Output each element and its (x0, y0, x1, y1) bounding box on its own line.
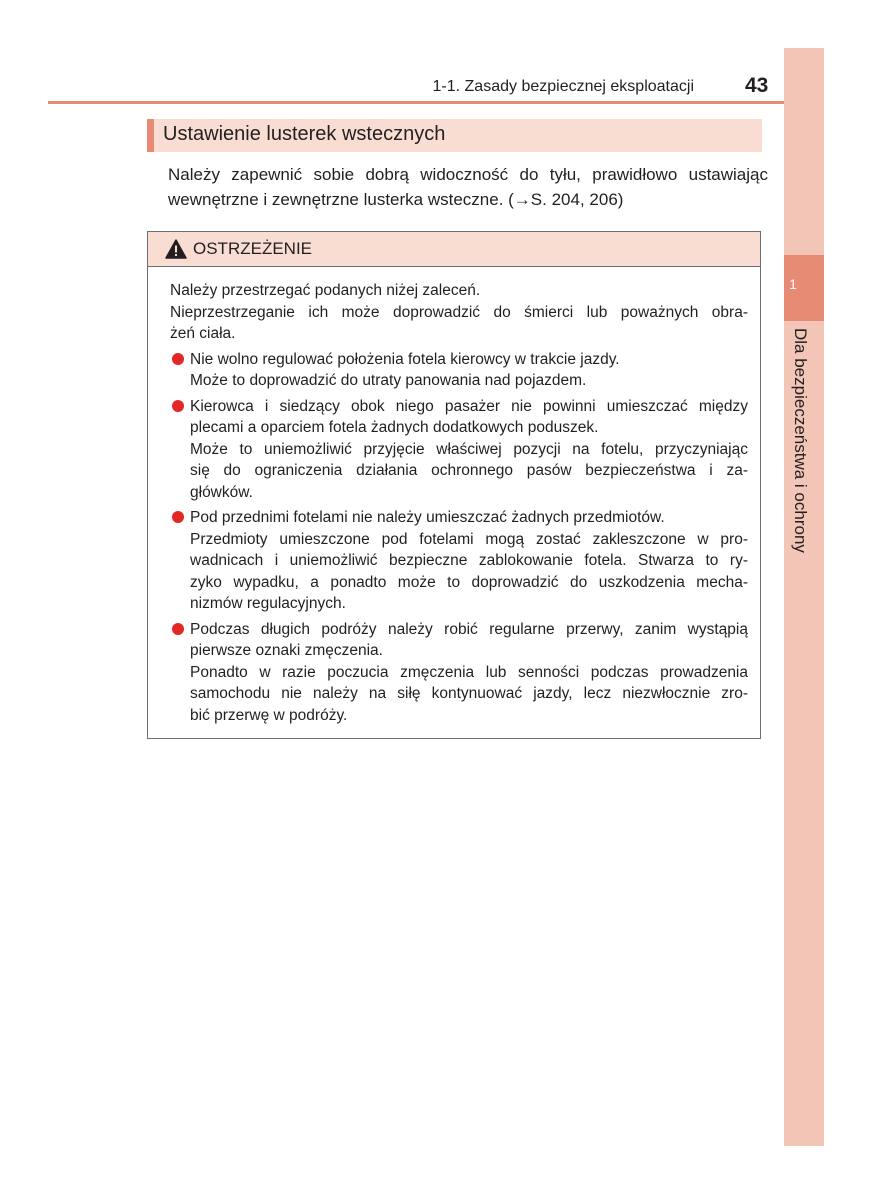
warning-intro-line: Należy przestrzegać podanych niżej zaleceń. (170, 282, 481, 299)
bullet-line: plecami a oparciem fotela żadnych dodatkowych poduszek. (190, 419, 599, 436)
section-heading (147, 119, 762, 152)
bullet-line: nizmów regulacyjnych. (190, 595, 346, 612)
warning-bullet (170, 619, 748, 727)
bullet-line: Może to uniemożliwić przyjęcie właściwej pozycji na fotelu, przyczyniając (190, 440, 748, 458)
bullet-line: główków. (190, 483, 253, 501)
section-heading-bar (147, 119, 154, 152)
warning-body (170, 280, 748, 726)
bullet-line: Pod przednimi fotelami nie należy umieszczać żadnych przedmiotów. (190, 509, 665, 526)
bullet-line: Ponadto w razie poczucia zmęczenia lub senności podczas prowadzenia (190, 663, 748, 681)
section-intro (168, 162, 768, 212)
chapter-number: 1 (789, 276, 797, 292)
warning-triangle-icon (165, 239, 187, 259)
side-tab-strip (784, 48, 824, 1146)
running-header: 1-1. Zasady bezpiecznej eksploatacji (432, 78, 694, 95)
intro-line: wewnętrzne i zewnętrzne lusterka wsteczne. (→S. 204, 206) (168, 190, 624, 209)
bullet-line: Podczas długich podróży należy robić regularne przerwy, zanim wystąpią (190, 620, 748, 638)
warning-bullet (170, 349, 748, 392)
page-number: 43 (745, 74, 769, 97)
bullet-line: bić przerwę w podróży. (190, 706, 348, 724)
warning-header (148, 232, 760, 267)
warning-intro-line: żeń ciała. (170, 325, 236, 342)
intro-line: Należy zapewnić sobie dobrą widoczność do tyłu, prawidłowo ustawiając (168, 165, 768, 184)
warning-bullet (170, 396, 748, 504)
bullet-dot-icon (172, 511, 184, 523)
warning-box (147, 231, 761, 739)
bullet-line: Nie wolno regulować położenia fotela kierowcy w trakcie jazdy. (190, 350, 620, 368)
bullet-dot-icon (172, 353, 184, 365)
bullet-line: Przedmioty umieszczone pod fotelami mogą zostać zakleszczone w pro- (190, 530, 748, 548)
section-title: Ustawienie lusterek wstecznych (163, 123, 446, 145)
warning-title: OSTRZEŻENIE (193, 239, 313, 258)
bullet-line: Kierowca i siedzący obok niego pasażer nie powinni umieszczać między (190, 397, 748, 415)
header-rule (48, 101, 784, 104)
warning-intro-line: Nieprzestrzeganie ich może doprowadzić do śmierci lub poważnych obra- (170, 303, 748, 321)
bullet-dot-icon (172, 623, 184, 635)
warning-intro (170, 280, 748, 345)
bullet-line: samochodu nie należy na siłę kontynuować jazdy, lecz niezwłocznie zro- (190, 685, 748, 702)
bullet-dot-icon (172, 400, 184, 412)
chapter-label: Dla bezpieczeństwa i ochrony (791, 328, 810, 553)
bullet-line: pierwsze oznaki zmęczenia. (190, 642, 383, 659)
bullet-line: Może to doprowadzić do utraty panowania nad pojazdem. (190, 372, 587, 389)
bullet-line: wadnicach i uniemożliwić bezpieczne zablokowanie fotela. Stwarza to ry- (190, 552, 748, 569)
bullet-line: zyko wypadku, a ponadto może to doprowadzić do uszkodzenia mecha- (190, 573, 748, 591)
bullet-line: się do ograniczenia działania ochronnego pasów bezpieczeństwa i za- (190, 462, 748, 479)
warning-bullet (170, 507, 748, 615)
